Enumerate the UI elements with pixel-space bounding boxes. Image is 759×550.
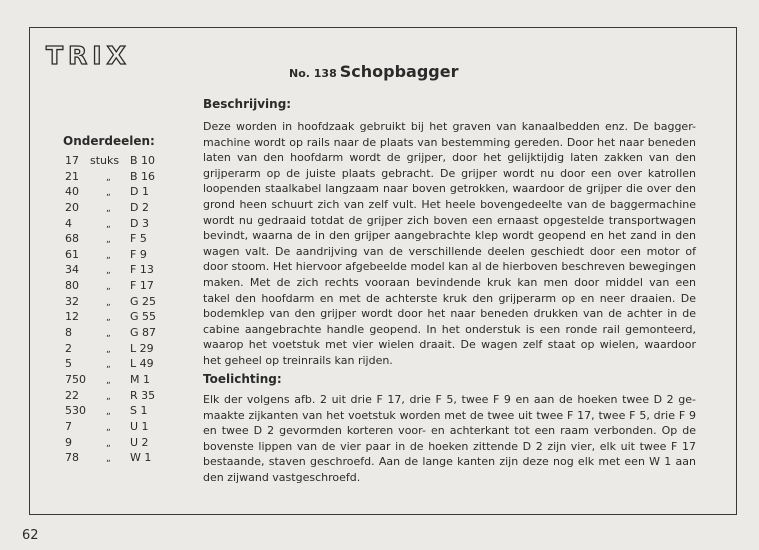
explanation-line: bovenste lippen van de vier paar in de hoeken zittende D 2 zijn vier, elk uit twee F 17 [203, 439, 696, 453]
part-unit: „ [106, 407, 111, 418]
part-quantity: 40 [65, 185, 79, 199]
part-quantity: 8 [65, 326, 72, 340]
part-quantity: 7 [65, 419, 72, 433]
part-unit: „ [106, 329, 111, 340]
part-code: L 29 [130, 341, 154, 355]
part-quantity: 9 [65, 435, 72, 449]
part-quantity: 22 [65, 388, 79, 402]
description-line: waarop het voetstuk met vier wielen draait. De wagen zelf staat op wielen, waardoor [203, 338, 696, 352]
description-line: bodemklep van den grijper wordt door het naar beneden drukken van de achter in de [203, 307, 696, 321]
part-quantity: 5 [65, 357, 72, 371]
explanation-line: maakte zijkanten van het voetstuk worden met de twee uit twee F 17, twee F 5, drie F 9 [203, 408, 696, 422]
description-line: cabine aangebrachte handle geopend. In het onderstuk is een ronde rail gemonteerd, [203, 322, 696, 336]
part-unit: „ [106, 266, 111, 277]
part-unit: „ [106, 438, 111, 449]
explanation-text [203, 392, 696, 486]
part-code: G 55 [130, 310, 157, 324]
description-line: Deze worden in hoofdzaak gebruikt bij het graven van kanaalbedden enz. De bagger- [203, 120, 696, 133]
model-title [289, 62, 458, 81]
part-code: F 17 [130, 279, 154, 293]
part-quantity: 21 [65, 169, 79, 183]
part-code: R 35 [130, 388, 156, 402]
explanation-heading: Toelichting: [203, 372, 282, 386]
part-code: B 10 [130, 154, 156, 167]
part-code: U 1 [130, 419, 149, 433]
part-code: D 1 [130, 185, 149, 199]
part-quantity: 80 [65, 279, 79, 293]
part-code: M 1 [130, 372, 150, 386]
part-unit: „ [106, 188, 111, 199]
explanation-line: den zijwand vastgeschroefd. [203, 470, 361, 484]
brand-logo: TRIX [46, 41, 131, 70]
part-code: S 1 [130, 404, 148, 418]
part-quantity: 750 [65, 372, 86, 386]
part-code: G 87 [130, 326, 157, 340]
description-line: grijperarm op de juiste plaats gebracht. De grijper wordt nu door een over katrollen [203, 166, 696, 180]
part-quantity: 61 [65, 247, 79, 261]
description-line: machine wordt op rails naar de plaats van bestemming gereden. Door het naar beneden [203, 135, 696, 149]
parts-heading: Onderdeelen: [63, 134, 155, 148]
part-unit: „ [106, 360, 111, 371]
model-name: Schopbagger [339, 62, 459, 81]
description-line: door stoom. Het hiervoor afgebeelde model kan al de hierboven beschreven bewegingen [203, 260, 696, 274]
part-code: F 5 [130, 232, 147, 246]
part-unit: stuks [90, 154, 120, 167]
part-unit: „ [106, 422, 111, 433]
part-unit: „ [106, 313, 111, 324]
part-unit: „ [106, 203, 111, 214]
part-unit: „ [106, 391, 111, 402]
part-code: W 1 [130, 451, 152, 465]
part-code: U 2 [130, 435, 149, 449]
part-quantity: 2 [65, 341, 72, 355]
part-code: F 9 [130, 247, 147, 261]
description-line: het geheel op treinrails kan rijden. [203, 353, 393, 367]
part-unit: „ [106, 344, 111, 355]
part-unit: „ [106, 250, 111, 261]
part-quantity: 20 [65, 200, 79, 214]
description-line: maken. Met de zich rechts vooraan bevindende kruk kan men door middel van een [203, 275, 696, 289]
part-unit: „ [106, 454, 111, 465]
part-unit: „ [106, 375, 111, 386]
description-line: wagen valt. De aandrijving van de verschillende deelen geschiedt door een motor of [203, 244, 696, 258]
part-quantity: 78 [65, 451, 79, 465]
part-unit: „ [106, 282, 111, 293]
model-number: No. 138 [289, 67, 337, 80]
part-quantity: 32 [65, 294, 79, 308]
part-code: L 49 [130, 357, 154, 371]
description-line: laten van den hoofdarm wordt de grijper, door het gelijktijdig laten zakken van den [203, 151, 696, 165]
part-quantity: 530 [65, 404, 86, 418]
part-unit: „ [106, 235, 111, 246]
part-quantity: 68 [65, 232, 79, 246]
description-line: bevindt, waarna de in den grijper aangebrachte klep wordt geopend en het zand in den [203, 229, 696, 243]
description-text [203, 119, 696, 369]
description-line: wordt nu gedraaid totdat de grijper zich boven een ernaast opgestelde transportwagen [203, 213, 696, 227]
explanation-line: bestaande, staven geschroefd. Aan de lange kanten zijn deze nog elk met een W 1 aan [203, 455, 696, 469]
explanation-line: Elk der volgens afb. 2 uit drie F 17, drie F 5, twee F 9 en aan de hoeken twee D 2 ge- [203, 393, 696, 406]
part-code: D 3 [130, 216, 149, 230]
part-code: B 16 [130, 169, 156, 183]
explanation-line: en twee D 2 gevormden korteren voor- en achterkant tot een raam verbonden. Op de [203, 424, 696, 438]
part-unit: „ [106, 172, 111, 183]
part-unit: „ [106, 219, 111, 230]
description-heading: Beschrijving: [203, 97, 292, 111]
description-line: loopenden staalkabel langzaam naar boven getrokken, waardoor de grijper die over den [203, 182, 696, 196]
part-unit: „ [106, 297, 111, 308]
part-quantity: 4 [65, 216, 72, 230]
part-quantity: 17 [65, 154, 79, 167]
part-code: D 2 [130, 200, 149, 214]
description-line: grond heen schuurt zich van zelf vult. Het heele bovengedeelte van de baggermachine [203, 197, 696, 211]
description-line: takel den hoofdarm en met de achterste kruk den grijperarm op en neer draaien. De [203, 291, 696, 305]
part-code: G 25 [130, 294, 157, 308]
part-quantity: 34 [65, 263, 79, 277]
part-code: F 13 [130, 263, 154, 277]
page-number: 62 [22, 528, 39, 543]
part-quantity: 12 [65, 310, 79, 324]
